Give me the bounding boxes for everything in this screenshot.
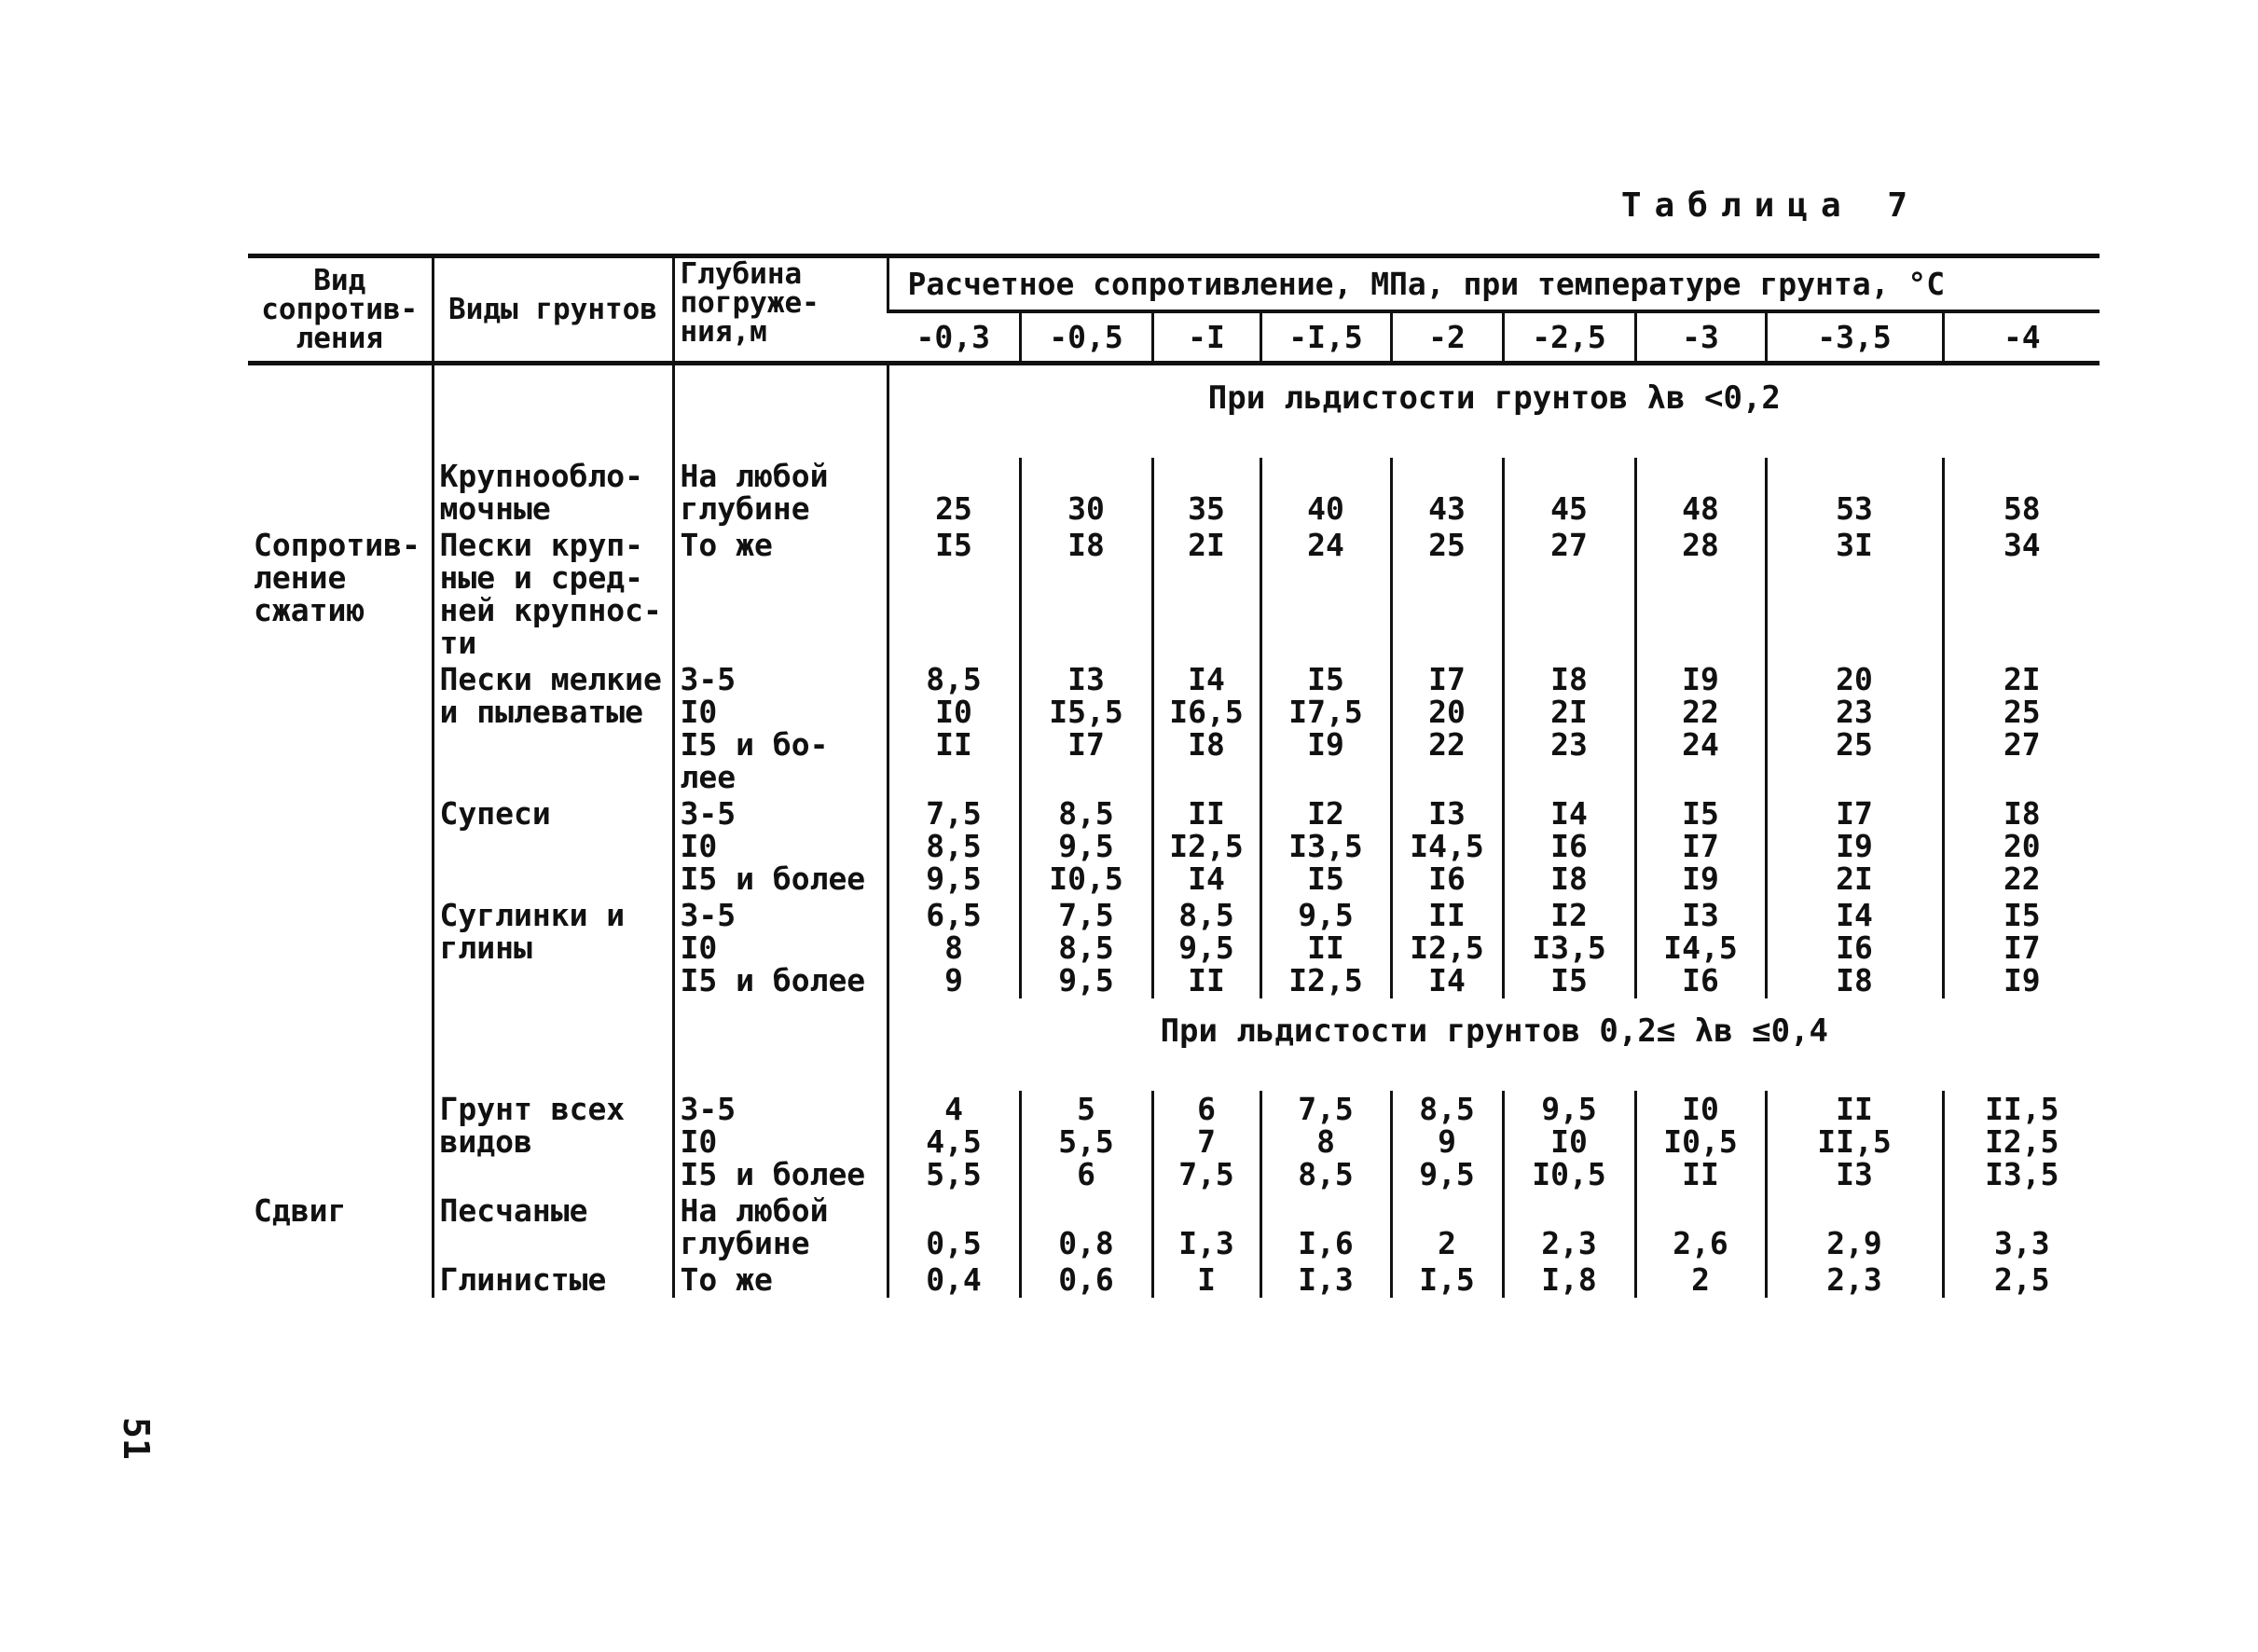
soil-name: Супеси — [433, 795, 673, 897]
soil-name: Пески мелкие и пылеватые — [433, 661, 673, 795]
value-cell: 35 — [1152, 458, 1260, 527]
value-cell: 48 — [1635, 458, 1766, 527]
value-cell: I,5 — [1391, 1261, 1503, 1298]
depth-cell: То же — [673, 527, 888, 661]
value-cell: 9,5 II I2,5 — [1260, 897, 1391, 998]
value-cell: 27 — [1503, 527, 1635, 661]
value-cell: 2I — [1152, 527, 1260, 661]
depth-cell: 3-5 I0 I5 и более — [673, 897, 888, 998]
value-cell: 8,5 I0 II — [888, 661, 1020, 795]
value-cell: 8,5 9,5 I0,5 — [1020, 795, 1152, 897]
table-row — [248, 458, 2100, 527]
value-cell: 25 — [1391, 527, 1503, 661]
header-design-resistance: Расчетное сопротивление, МПа, при температуре грунта, °C — [888, 256, 2100, 312]
value-cell: I5 I7 I9 — [1943, 897, 2100, 998]
value-cell: I — [1152, 1261, 1260, 1298]
value-cell: 4 4,5 5,5 — [888, 1091, 1020, 1192]
value-cell: I,8 — [1503, 1261, 1635, 1298]
value-cell: I2 I3,5 I5 — [1260, 795, 1391, 897]
value-cell: 0,4 — [888, 1261, 1020, 1298]
value-cell: I8 2I 23 — [1503, 661, 1635, 795]
value-cell: I,3 — [1260, 1261, 1391, 1298]
value-cell: 2,6 — [1635, 1192, 1766, 1261]
header-resistance-type: Вид сопротив-ления — [248, 256, 433, 364]
value-cell: I8 — [1020, 527, 1152, 661]
depth-cell: 3-5 I0 I5 и более — [673, 795, 888, 897]
temp-header: -I — [1152, 311, 1260, 364]
table-row — [248, 1091, 2100, 1192]
value-cell: 9,5 I0 I0,5 — [1503, 1091, 1635, 1192]
value-cell: 6,5 8 9 — [888, 897, 1020, 998]
temp-header: -0,5 — [1020, 311, 1152, 364]
section-row — [248, 364, 2100, 459]
value-cell: I0 I0,5 II — [1635, 1091, 1766, 1192]
value-cell: 20 23 25 — [1766, 661, 1943, 795]
value-cell: 53 — [1766, 458, 1943, 527]
value-cell: I5 — [888, 527, 1020, 661]
temp-header: -4 — [1943, 311, 2100, 364]
value-cell: I4 I6,5 I8 — [1152, 661, 1260, 795]
value-cell: 2I 25 27 — [1943, 661, 2100, 795]
value-cell: 7,5 8 8,5 — [1260, 1091, 1391, 1192]
value-cell: I,3 — [1152, 1192, 1260, 1261]
value-cell: 5 5,5 6 — [1020, 1091, 1152, 1192]
table-row — [248, 795, 2100, 897]
soil-name: Крупнообло-мочные — [433, 458, 673, 527]
temp-header: -2 — [1391, 311, 1503, 364]
depth-cell: На любой глубине — [673, 1192, 888, 1261]
value-cell: I8 20 22 — [1943, 795, 2100, 897]
table-title: Таблица 7 — [1620, 186, 1921, 225]
table-row — [248, 1261, 2100, 1298]
value-cell: 0,8 — [1020, 1192, 1152, 1261]
value-cell: 2,3 — [1503, 1192, 1635, 1261]
value-cell: 40 — [1260, 458, 1391, 527]
value-cell: 2,3 — [1766, 1261, 1943, 1298]
depth-cell: То же — [673, 1261, 888, 1298]
value-cell: 2,9 — [1766, 1192, 1943, 1261]
value-cell: I3 I4,5 I6 — [1391, 795, 1503, 897]
temp-header: -3 — [1635, 311, 1766, 364]
resistance-type-shear: Сдвиг — [254, 1192, 347, 1229]
table-row — [248, 897, 2100, 998]
value-cell: I7 I9 2I — [1766, 795, 1943, 897]
value-cell: 3I — [1766, 527, 1943, 661]
value-cell: I5 I7,5 I9 — [1260, 661, 1391, 795]
value-cell: 3,3 — [1943, 1192, 2100, 1261]
value-cell: 28 — [1635, 527, 1766, 661]
value-cell: 45 — [1503, 458, 1635, 527]
temp-header: -3,5 — [1766, 311, 1943, 364]
value-cell: II,5 I2,5 I3,5 — [1943, 1091, 2100, 1192]
depth-cell: 3-5 I0 I5 и бо-лее — [673, 661, 888, 795]
value-cell: 58 — [1943, 458, 2100, 527]
header-depth: Глубина погруже-ния,м — [673, 256, 888, 364]
depth-cell: На любой глубине — [673, 458, 888, 527]
table-row — [248, 1192, 2100, 1261]
value-cell: I4 I6 I8 — [1766, 897, 1943, 998]
value-cell: 0,6 — [1020, 1261, 1152, 1298]
value-cell: II I2,5 I4 — [1152, 795, 1260, 897]
soil-name: Грунт всех видов — [433, 1091, 673, 1192]
value-cell: 2,5 — [1943, 1261, 2100, 1298]
soil-name: Пески круп-ные и сред-ней крупнос-ти — [433, 527, 673, 661]
value-cell: II II,5 I3 — [1766, 1091, 1943, 1192]
value-cell: I4 I6 I8 — [1503, 795, 1635, 897]
resistance-type-compression: Сопротив-ление сжатию — [254, 527, 420, 628]
value-cell: 2 — [1635, 1261, 1766, 1298]
resistance-table — [248, 254, 2100, 1298]
value-cell: 8,5 9,5 II — [1152, 897, 1260, 998]
value-cell: 6 7 7,5 — [1152, 1091, 1260, 1192]
section-title-ice-low: При льдистости грунтов λв <0,2 — [888, 364, 2100, 459]
value-cell: 7,5 8,5 9,5 — [1020, 897, 1152, 998]
temp-header: -2,5 — [1503, 311, 1635, 364]
value-cell: 25 — [888, 458, 1020, 527]
table-row — [248, 661, 2100, 795]
value-cell: 30 — [1020, 458, 1152, 527]
value-cell: I9 22 24 — [1635, 661, 1766, 795]
section-row — [248, 998, 2100, 1091]
value-cell: I7 20 22 — [1391, 661, 1503, 795]
value-cell: 34 — [1943, 527, 2100, 661]
temp-header: -0,3 — [888, 311, 1020, 364]
value-cell: 43 — [1391, 458, 1503, 527]
page-number: 51 — [116, 1417, 157, 1460]
resistance-table-wrapper — [248, 254, 2100, 1298]
value-cell: 24 — [1260, 527, 1391, 661]
section-title-ice-mid: При льдистости грунтов 0,2≤ λв ≤0,4 — [888, 998, 2100, 1091]
temp-header: -I,5 — [1260, 311, 1391, 364]
value-cell: 8,5 9 9,5 — [1391, 1091, 1503, 1192]
value-cell: I5 I7 I9 — [1635, 795, 1766, 897]
soil-name: Суглинки и глины — [433, 897, 673, 998]
value-cell: I3 I4,5 I6 — [1635, 897, 1766, 998]
depth-cell: 3-5 I0 I5 и более — [673, 1091, 888, 1192]
soil-name: Песчаные — [433, 1192, 673, 1261]
soil-name: Глинистые — [433, 1261, 673, 1298]
header-soil-type: Виды грунтов — [433, 256, 673, 364]
value-cell: 2 — [1391, 1192, 1503, 1261]
value-cell: II I2,5 I4 — [1391, 897, 1503, 998]
value-cell: 0,5 — [888, 1192, 1020, 1261]
value-cell: I,6 — [1260, 1192, 1391, 1261]
table-row — [248, 527, 2100, 661]
value-cell: 7,5 8,5 9,5 — [888, 795, 1020, 897]
value-cell: I3 I5,5 I7 — [1020, 661, 1152, 795]
value-cell: I2 I3,5 I5 — [1503, 897, 1635, 998]
